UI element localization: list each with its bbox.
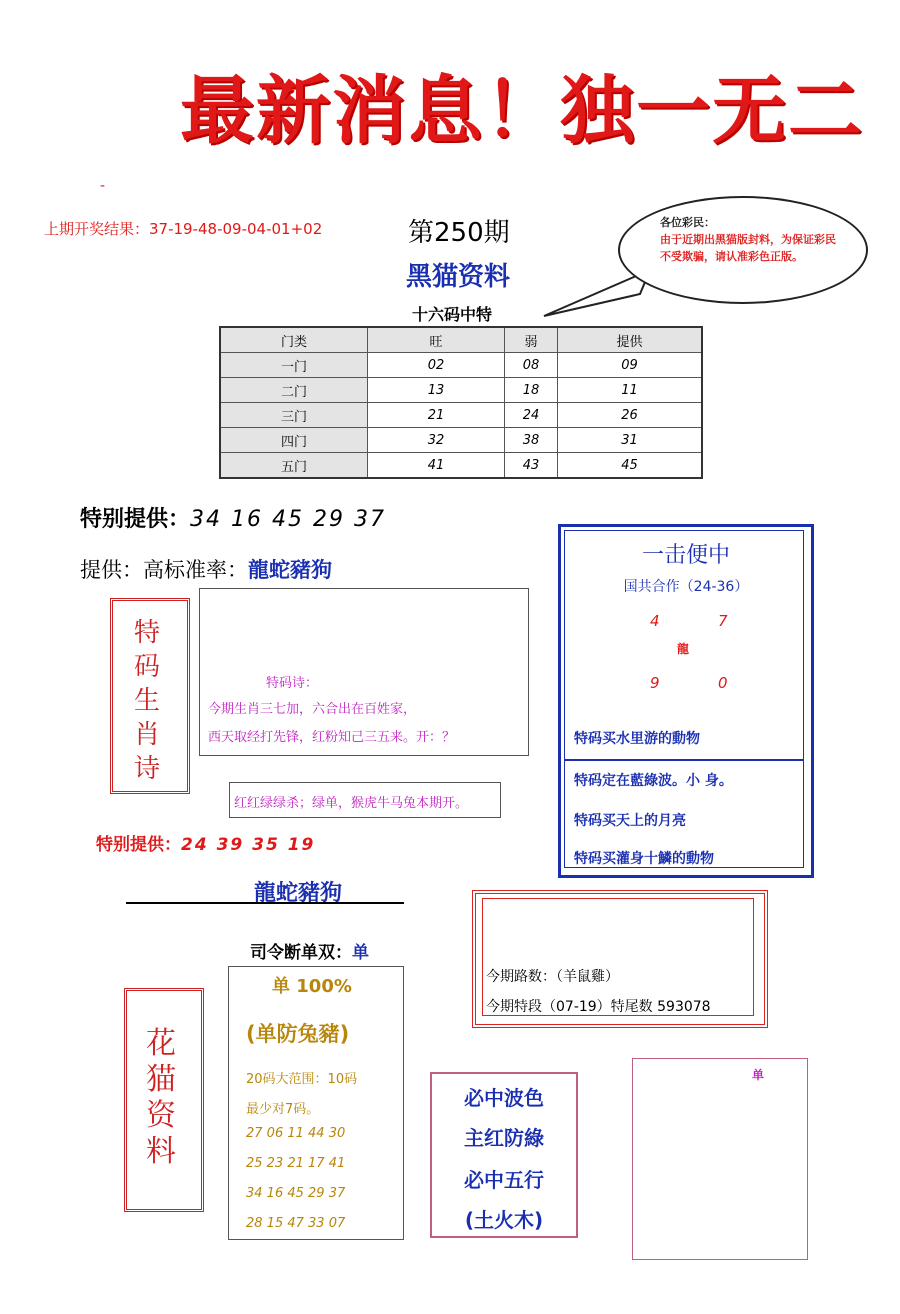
vertical-char: 码 <box>133 652 160 682</box>
hit-center: 龍 <box>677 642 690 656</box>
hit-line-2: 特码定在藍綠波。小 身。 <box>574 773 733 789</box>
table-row <box>220 453 702 479</box>
table-header-row <box>220 327 702 353</box>
gold-line-2: (单防兔豬) <box>246 1022 350 1046</box>
last-result: 上期开奖结果：37-19-48-09-04-01+02 <box>44 220 323 238</box>
table-cell: 26 <box>558 403 703 428</box>
special-provide-2 <box>96 830 315 855</box>
table-cell: 02 <box>368 353 505 378</box>
table-row <box>220 403 702 428</box>
notice-bubble-text <box>660 214 840 265</box>
table-cell: 二门 <box>220 378 368 403</box>
vertical-char: 诗 <box>133 754 160 784</box>
wave-line-1: 必中波色 <box>464 1086 544 1110</box>
special-provide-label: 特别提供： <box>80 507 191 532</box>
table-cell: 32 <box>368 428 505 453</box>
table-cell: 24 <box>505 403 558 428</box>
period-number: 第250期 <box>408 218 510 248</box>
notice-body: 由于近期出黑猫版封料，为保证彩民不受欺骗，请认准彩色正版。 <box>660 233 836 263</box>
hit-line-3: 特码买天上的月亮 <box>574 813 686 829</box>
table-cell: 38 <box>505 428 558 453</box>
hit-subtitle: 国共合作（24-36） <box>623 579 749 595</box>
hit-line-4: 特码买灌身十鱗的動物 <box>574 851 714 867</box>
commander-line <box>250 938 369 963</box>
poem-line-1: 今期生肖三七加，六合出在百姓家， <box>208 702 417 717</box>
table-cell: 08 <box>505 353 558 378</box>
header-weak: 弱 <box>505 327 558 353</box>
header-strong: 旺 <box>368 327 505 353</box>
poem-line-2: 西天取经打先锋，红粉知己三五来。开：？ <box>208 730 456 745</box>
hit-number-top-left: 4 <box>650 612 660 630</box>
route-line-1: 今期路数：（羊鼠雞） <box>486 969 619 985</box>
vertical-char: 生 <box>133 686 160 716</box>
table-cell: 43 <box>505 453 558 479</box>
hua-chars <box>124 1026 198 1170</box>
gold-row-3: 34 16 45 29 37 <box>246 1186 346 1201</box>
hit-number-bottom-right: 0 <box>718 674 728 692</box>
header-category: 门类 <box>220 327 368 353</box>
wave-line-2: 主红防綠 <box>464 1126 544 1150</box>
hua-title <box>124 1026 198 1170</box>
provide-line <box>80 554 332 584</box>
provide-label: 提供：高标准率： <box>80 558 248 582</box>
wave-line-3: 必中五行 <box>464 1168 544 1192</box>
table-cell: 四门 <box>220 428 368 453</box>
table-cell: 一门 <box>220 353 368 378</box>
table-cell: 11 <box>558 378 703 403</box>
gold-line-4: 最少对7码。 <box>246 1102 320 1117</box>
number-table <box>219 326 703 479</box>
vertical-char: 猫 <box>146 1062 176 1097</box>
notice-greeting: 各位彩民： <box>660 216 715 229</box>
gold-line-1: 单 100% <box>272 976 352 997</box>
dash-mark: - <box>100 178 106 194</box>
poem-vertical-chars <box>110 616 184 786</box>
brand-title: 黑猫资料 <box>406 262 511 292</box>
table-cell: 三门 <box>220 403 368 428</box>
vertical-char: 花 <box>146 1026 176 1061</box>
gold-line-3: 20码大范围：10码 <box>246 1072 358 1087</box>
zodiac-brand: 龍蛇豬狗 <box>254 880 343 906</box>
hit-number-bottom-left: 9 <box>650 674 660 692</box>
provide-value: 龍蛇豬狗 <box>248 557 332 582</box>
table-cell: 五门 <box>220 453 368 479</box>
table-cell: 09 <box>558 353 703 378</box>
table-row <box>220 378 702 403</box>
commander-label: 司令断单双： <box>250 943 352 963</box>
hit-title: 一击便中 <box>641 543 730 568</box>
table-cell: 45 <box>558 453 703 479</box>
special-provide-2-label: 特别提供： <box>96 835 181 855</box>
hit-number-top-right: 7 <box>718 612 728 630</box>
headline: 最新消息！独一无二 <box>180 68 864 154</box>
special-provide-2-numbers: 24 39 35 19 <box>181 835 316 855</box>
header-provide: 提供 <box>558 327 703 353</box>
special-provide <box>80 502 386 533</box>
commander-value: 单 <box>352 943 369 963</box>
table-cell: 13 <box>368 378 505 403</box>
divider <box>126 902 404 904</box>
empty-panel-label: 单 <box>752 1068 765 1082</box>
empty-panel <box>632 1058 808 1260</box>
vertical-char: 料 <box>146 1134 176 1169</box>
route-line-2: 今期特段（07-19）特尾数 593078 <box>486 999 711 1015</box>
wave-line-4: (土火木) <box>464 1208 544 1232</box>
hit-line-1: 特码买水里游的動物 <box>574 731 700 747</box>
kill-text: 红红绿绿杀；绿单，猴虎牛马兔本期开。 <box>234 796 469 811</box>
gold-row-4: 28 15 47 33 07 <box>246 1216 346 1231</box>
table-cell: 41 <box>368 453 505 479</box>
table-row <box>220 428 702 453</box>
table-cell: 21 <box>368 403 505 428</box>
table-cell: 31 <box>558 428 703 453</box>
table-row <box>220 353 702 378</box>
table-title: 十六码中特 <box>412 305 493 324</box>
special-provide-numbers: 34 16 45 29 37 <box>190 507 386 532</box>
poem-vertical-title <box>110 616 184 786</box>
vertical-char: 资 <box>146 1098 176 1133</box>
gold-row-2: 25 23 21 17 41 <box>246 1156 346 1171</box>
vertical-char: 肖 <box>133 720 160 750</box>
vertical-char: 特 <box>133 618 160 648</box>
poem-title: 特码诗： <box>266 676 319 691</box>
gold-row-1: 27 06 11 44 30 <box>246 1126 346 1141</box>
table-cell: 18 <box>505 378 558 403</box>
